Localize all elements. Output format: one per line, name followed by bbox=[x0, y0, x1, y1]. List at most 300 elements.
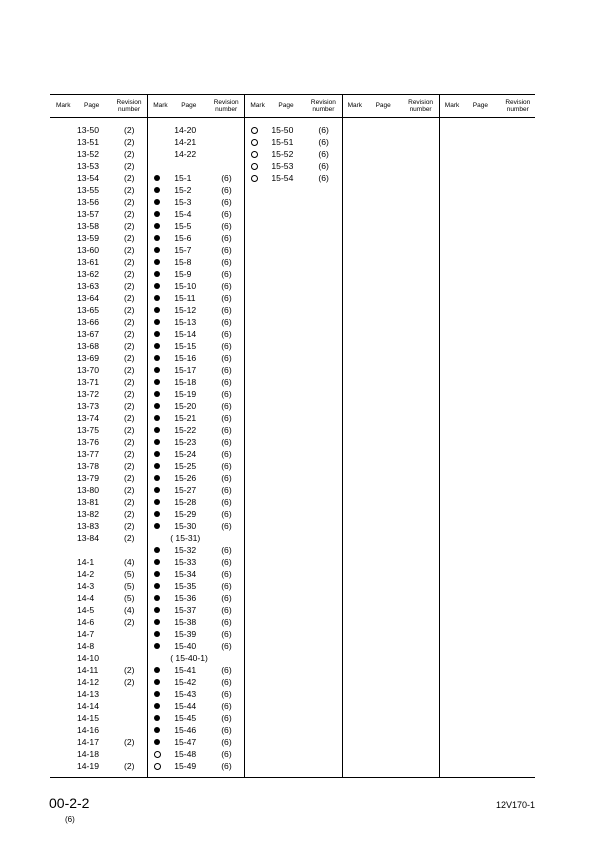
header-revision-line2: number bbox=[409, 105, 432, 113]
table-row bbox=[50, 352, 147, 364]
page-cell: 14-16 bbox=[77, 725, 99, 735]
revision-cell: (6) bbox=[221, 725, 232, 735]
page-cell: 15-17 bbox=[174, 365, 197, 375]
revision-cell: (6) bbox=[221, 281, 232, 291]
revision-cell: (2) bbox=[124, 305, 135, 315]
revision-cell: (6) bbox=[221, 269, 232, 279]
revision-cell: (2) bbox=[124, 137, 135, 147]
table-row bbox=[50, 676, 147, 688]
page-cell: 15-52 bbox=[271, 149, 294, 159]
table-row bbox=[147, 640, 244, 652]
table-row bbox=[50, 508, 147, 520]
page-cell: ( 15-31) bbox=[170, 533, 201, 543]
revision-cell: (2) bbox=[124, 197, 135, 207]
header-revision-number bbox=[209, 94, 243, 117]
page-cell: 14-20 bbox=[174, 125, 197, 135]
header-page: Page bbox=[278, 102, 294, 109]
revision-cell: (6) bbox=[221, 497, 232, 507]
header-revision-line2: number bbox=[506, 105, 529, 113]
page-cell: 14-8 bbox=[77, 641, 95, 651]
revision-cell: (2) bbox=[124, 281, 135, 291]
revision-cell: (6) bbox=[221, 341, 232, 351]
column-divider bbox=[342, 94, 343, 777]
revision-cell: (4) bbox=[124, 605, 135, 615]
page-cell: 13-79 bbox=[77, 473, 99, 483]
revision-cell: (2) bbox=[124, 221, 135, 231]
table-row bbox=[50, 400, 147, 412]
header-revision-line1: Revision bbox=[408, 98, 434, 106]
table-row bbox=[244, 160, 341, 172]
revision-cell: (6) bbox=[221, 461, 232, 471]
page-cell: 15-8 bbox=[174, 257, 192, 267]
table-row bbox=[244, 172, 341, 184]
revision-cell: (4) bbox=[124, 557, 135, 567]
header-revision-line2: number bbox=[215, 105, 238, 113]
table-row bbox=[147, 604, 244, 616]
revision-cell: (6) bbox=[221, 353, 232, 363]
table-row bbox=[147, 568, 244, 580]
table-row bbox=[147, 172, 244, 184]
table-row bbox=[147, 136, 244, 148]
page-cell: 15-23 bbox=[174, 437, 197, 447]
table-row bbox=[50, 460, 147, 472]
header-mark: Mark bbox=[444, 102, 460, 109]
table-row bbox=[147, 232, 244, 244]
page-cell: 15-4 bbox=[174, 209, 192, 219]
page-cell: 13-68 bbox=[77, 341, 99, 351]
page-cell: 15-51 bbox=[271, 137, 294, 147]
page-cell: 15-19 bbox=[174, 389, 197, 399]
revision-cell: (2) bbox=[124, 365, 135, 375]
table-row bbox=[147, 328, 244, 340]
table-row bbox=[50, 628, 147, 640]
header-revision-line2: number bbox=[312, 105, 335, 113]
table-row bbox=[50, 748, 147, 760]
revision-cell: (6) bbox=[318, 137, 329, 147]
page-cell: 13-52 bbox=[77, 149, 99, 159]
table-row bbox=[147, 592, 244, 604]
page-cell: 15-29 bbox=[174, 509, 197, 519]
table-row bbox=[50, 616, 147, 628]
page-cell: 14-3 bbox=[77, 581, 95, 591]
table-row bbox=[147, 424, 244, 436]
revision-cell: (6) bbox=[221, 221, 232, 231]
revision-cell: (2) bbox=[124, 161, 135, 171]
page-number: 00-2-2 bbox=[49, 795, 90, 811]
page-cell: 14-6 bbox=[77, 617, 95, 627]
table-row bbox=[147, 148, 244, 160]
page-cell: 15-14 bbox=[174, 329, 197, 339]
page-cell: 15-13 bbox=[174, 317, 197, 327]
revision-cell: (6) bbox=[221, 365, 232, 375]
page-cell: 15-40 bbox=[174, 641, 197, 651]
page-cell: 14-10 bbox=[77, 653, 99, 663]
header-revision-number bbox=[112, 94, 146, 117]
table-row bbox=[50, 436, 147, 448]
page-cell: 15-2 bbox=[174, 185, 192, 195]
revision-cell: (6) bbox=[221, 581, 232, 591]
page-cell: 13-50 bbox=[77, 125, 99, 135]
table-row bbox=[50, 280, 147, 292]
revision-cell: (6) bbox=[221, 509, 232, 519]
page-cell: 15-32 bbox=[174, 545, 197, 555]
revision-cell: (2) bbox=[124, 149, 135, 159]
page-cell: 14-1 bbox=[77, 557, 95, 567]
table-row bbox=[147, 736, 244, 748]
table-row bbox=[50, 424, 147, 436]
page-cell: 13-75 bbox=[77, 425, 99, 435]
revision-cell: (2) bbox=[124, 317, 135, 327]
table-row bbox=[147, 184, 244, 196]
table-row bbox=[50, 688, 147, 700]
revision-cell: (6) bbox=[221, 317, 232, 327]
revision-cell: (2) bbox=[124, 737, 135, 747]
page-cell: 13-76 bbox=[77, 437, 99, 447]
revision-cell: (2) bbox=[124, 401, 135, 411]
table-row bbox=[50, 232, 147, 244]
revision-cell: (6) bbox=[221, 557, 232, 567]
revision-cell: (5) bbox=[124, 581, 135, 591]
header-mark: Mark bbox=[250, 102, 265, 109]
table-row bbox=[50, 148, 147, 160]
page-cell: 13-83 bbox=[77, 521, 99, 531]
table-row bbox=[147, 160, 244, 172]
revision-cell: (2) bbox=[124, 665, 135, 675]
table-row bbox=[147, 256, 244, 268]
table-row bbox=[147, 532, 244, 544]
table-row bbox=[50, 484, 147, 496]
table-row bbox=[147, 664, 244, 676]
table-row bbox=[50, 328, 147, 340]
header-revision-line1: Revision bbox=[213, 98, 239, 106]
table-row bbox=[50, 316, 147, 328]
revision-cell: (2) bbox=[124, 353, 135, 363]
page-cell: 13-80 bbox=[77, 485, 99, 495]
revision-cell: (6) bbox=[221, 545, 232, 555]
revision-cell: (6) bbox=[221, 209, 232, 219]
page-cell: 13-54 bbox=[77, 173, 99, 183]
table-row bbox=[50, 496, 147, 508]
header-mark: Mark bbox=[347, 102, 363, 109]
page-revision: (6) bbox=[65, 815, 75, 824]
revision-cell: (6) bbox=[318, 161, 329, 171]
table-row bbox=[50, 532, 147, 544]
header-mark: Mark bbox=[153, 102, 168, 109]
page-cell: 15-22 bbox=[174, 425, 197, 435]
page-cell: 13-61 bbox=[77, 257, 99, 267]
page-cell: 15-9 bbox=[174, 269, 192, 279]
table-row bbox=[50, 700, 147, 712]
table-row bbox=[50, 208, 147, 220]
page-cell: 15-12 bbox=[174, 305, 197, 315]
revision-cell: (2) bbox=[124, 485, 135, 495]
table-row bbox=[50, 412, 147, 424]
revision-cell: (2) bbox=[124, 461, 135, 471]
page-cell: 13-77 bbox=[77, 449, 99, 459]
revision-cell: (2) bbox=[124, 341, 135, 351]
page-cell: 15-43 bbox=[174, 689, 197, 699]
revision-cell: (2) bbox=[124, 269, 135, 279]
revision-cell: (2) bbox=[124, 233, 135, 243]
page-cell: 13-62 bbox=[77, 269, 99, 279]
revision-cell: (6) bbox=[221, 665, 232, 675]
table-row bbox=[244, 124, 341, 136]
page-cell: 13-84 bbox=[77, 533, 99, 543]
table-row bbox=[50, 640, 147, 652]
revision-table bbox=[50, 94, 535, 777]
header-revision-number bbox=[404, 94, 438, 117]
header-page: Page bbox=[84, 102, 100, 109]
table-row bbox=[50, 604, 147, 616]
model-code: 12V170-1 bbox=[495, 800, 535, 810]
page-cell: 15-16 bbox=[174, 353, 197, 363]
page-cell: 13-69 bbox=[77, 353, 99, 363]
revision-cell: (6) bbox=[221, 485, 232, 495]
table-row bbox=[147, 412, 244, 424]
table-row bbox=[50, 520, 147, 532]
table-row bbox=[50, 220, 147, 232]
table-row bbox=[50, 268, 147, 280]
page-cell: 15-41 bbox=[174, 665, 197, 675]
table-row bbox=[50, 724, 147, 736]
revision-cell: (6) bbox=[221, 185, 232, 195]
revision-cell: (2) bbox=[124, 329, 135, 339]
header-revision-line2: number bbox=[117, 105, 141, 113]
page-cell: 13-57 bbox=[77, 209, 99, 219]
page-cell: 13-70 bbox=[77, 365, 99, 375]
header-bottom-rule bbox=[50, 117, 535, 118]
revision-cell: (2) bbox=[124, 617, 135, 627]
table-row bbox=[50, 244, 147, 256]
revision-cell: (6) bbox=[221, 305, 232, 315]
table-row bbox=[147, 448, 244, 460]
revision-cell: (6) bbox=[221, 605, 232, 615]
table-row bbox=[147, 676, 244, 688]
revision-cell: (6) bbox=[221, 401, 232, 411]
revision-cell: (2) bbox=[124, 389, 135, 399]
page-cell: 14-17 bbox=[77, 737, 99, 747]
table-row bbox=[147, 472, 244, 484]
page-cell: 15-45 bbox=[174, 713, 197, 723]
revision-cell: (2) bbox=[124, 533, 135, 543]
page-cell: 14-2 bbox=[77, 569, 95, 579]
page-cell: 15-5 bbox=[174, 221, 192, 231]
revision-cell: (6) bbox=[221, 737, 232, 747]
page-cell: 15-39 bbox=[174, 629, 197, 639]
table-row bbox=[147, 304, 244, 316]
page-cell: 15-47 bbox=[174, 737, 197, 747]
header-page: Page bbox=[181, 102, 197, 109]
header-page: Page bbox=[472, 102, 488, 109]
revision-cell: (6) bbox=[221, 437, 232, 447]
table-row bbox=[50, 124, 147, 136]
table-row bbox=[147, 376, 244, 388]
page-cell: 13-55 bbox=[77, 185, 99, 195]
page-cell: 15-33 bbox=[174, 557, 197, 567]
revision-cell: (6) bbox=[221, 377, 232, 387]
header-revision-number bbox=[306, 94, 340, 117]
table-row bbox=[147, 292, 244, 304]
page-cell: 15-38 bbox=[174, 617, 197, 627]
table-row bbox=[50, 736, 147, 748]
table-row bbox=[147, 196, 244, 208]
header-revision-line1: Revision bbox=[310, 98, 336, 106]
header-revision-line1: Revision bbox=[116, 98, 142, 106]
table-row bbox=[147, 244, 244, 256]
page-cell: 15-46 bbox=[174, 725, 197, 735]
table-row bbox=[147, 388, 244, 400]
revision-cell: (2) bbox=[124, 257, 135, 267]
page-cell: 14-11 bbox=[77, 665, 99, 675]
table-row bbox=[50, 364, 147, 376]
revision-cell: (2) bbox=[124, 761, 135, 771]
revision-cell: (6) bbox=[318, 125, 329, 135]
page-cell: 13-64 bbox=[77, 293, 99, 303]
page-cell: 15-42 bbox=[174, 677, 197, 687]
page-cell: 13-67 bbox=[77, 329, 99, 339]
table-row bbox=[50, 196, 147, 208]
table-row bbox=[50, 760, 147, 772]
table-row bbox=[147, 544, 244, 556]
page-cell: 14-22 bbox=[174, 149, 197, 159]
page-cell: 14-5 bbox=[77, 605, 95, 615]
page-cell: 14-7 bbox=[77, 629, 95, 639]
table-row bbox=[147, 316, 244, 328]
header-page: Page bbox=[375, 102, 391, 109]
revision-cell: (2) bbox=[124, 185, 135, 195]
page-cell: 14-13 bbox=[77, 689, 99, 699]
page-cell: 15-10 bbox=[174, 281, 197, 291]
page-cell: 15-6 bbox=[174, 233, 192, 243]
revision-cell: (6) bbox=[318, 173, 329, 183]
revision-cell: (6) bbox=[221, 473, 232, 483]
page-cell: 13-56 bbox=[77, 197, 99, 207]
table-row bbox=[147, 280, 244, 292]
revision-cell: (2) bbox=[124, 437, 135, 447]
page-cell: 13-51 bbox=[77, 137, 99, 147]
page-cell: 14-4 bbox=[77, 593, 95, 603]
table-row bbox=[50, 388, 147, 400]
table-row bbox=[50, 136, 147, 148]
page-cell: 14-14 bbox=[77, 701, 99, 711]
table-row bbox=[147, 748, 244, 760]
page-cell: 15-3 bbox=[174, 197, 192, 207]
revision-cell: (2) bbox=[124, 413, 135, 423]
table-row bbox=[50, 580, 147, 592]
page-cell: 13-53 bbox=[77, 161, 99, 171]
revision-cell: (2) bbox=[124, 245, 135, 255]
table-row bbox=[147, 352, 244, 364]
header-revision-number bbox=[501, 94, 535, 117]
page-cell: 14-15 bbox=[77, 713, 99, 723]
revision-cell: (6) bbox=[221, 677, 232, 687]
table-row bbox=[50, 472, 147, 484]
page-cell: 13-60 bbox=[77, 245, 99, 255]
table-row bbox=[147, 700, 244, 712]
table-row bbox=[147, 268, 244, 280]
revision-cell: (6) bbox=[221, 593, 232, 603]
table-row bbox=[147, 760, 244, 772]
page-cell: 15-24 bbox=[174, 449, 197, 459]
revision-cell: (6) bbox=[221, 233, 232, 243]
page-cell: 13-81 bbox=[77, 497, 99, 507]
page-cell: 15-53 bbox=[271, 161, 294, 171]
table-row bbox=[147, 436, 244, 448]
revision-cell: (2) bbox=[124, 293, 135, 303]
revision-cell: (6) bbox=[221, 761, 232, 771]
revision-cell: (6) bbox=[221, 425, 232, 435]
table-row bbox=[50, 184, 147, 196]
table-row bbox=[50, 568, 147, 580]
table-row bbox=[50, 256, 147, 268]
page-cell: 15-30 bbox=[174, 521, 197, 531]
page-cell: 13-74 bbox=[77, 413, 99, 423]
table-row bbox=[244, 148, 341, 160]
revision-cell: (6) bbox=[221, 701, 232, 711]
page-cell: 15-11 bbox=[174, 293, 196, 303]
table-row bbox=[50, 160, 147, 172]
revision-cell: (6) bbox=[221, 629, 232, 639]
revision-cell: (6) bbox=[221, 389, 232, 399]
table-row bbox=[147, 496, 244, 508]
revision-cell: (6) bbox=[221, 257, 232, 267]
table-row bbox=[147, 520, 244, 532]
table-row bbox=[50, 304, 147, 316]
page-cell: 15-54 bbox=[271, 173, 294, 183]
page-cell: 14-18 bbox=[77, 749, 99, 759]
page-cell: 14-19 bbox=[77, 761, 99, 771]
page-cell: 15-25 bbox=[174, 461, 197, 471]
revision-cell: (2) bbox=[124, 377, 135, 387]
page-cell: 15-34 bbox=[174, 569, 197, 579]
table-row bbox=[147, 712, 244, 724]
revision-cell: (6) bbox=[221, 329, 232, 339]
table-row bbox=[147, 724, 244, 736]
table-row bbox=[147, 688, 244, 700]
page-cell: 15-18 bbox=[174, 377, 197, 387]
page-cell: 13-82 bbox=[77, 509, 99, 519]
table-row bbox=[147, 556, 244, 568]
page-cell: 15-1 bbox=[174, 173, 192, 183]
revision-cell: (2) bbox=[124, 173, 135, 183]
page-cell: 15-21 bbox=[174, 413, 197, 423]
table-row bbox=[50, 448, 147, 460]
page-cell: 15-35 bbox=[174, 581, 197, 591]
page-cell: 13-72 bbox=[77, 389, 99, 399]
revision-cell: (6) bbox=[221, 617, 232, 627]
revision-cell: (2) bbox=[124, 677, 135, 687]
table-row bbox=[147, 652, 244, 664]
page-cell: 15-27 bbox=[174, 485, 197, 495]
revision-cell: (6) bbox=[221, 293, 232, 303]
page-cell: 13-59 bbox=[77, 233, 99, 243]
page-cell: 15-26 bbox=[174, 473, 197, 483]
page-cell: 13-65 bbox=[77, 305, 99, 315]
table-row bbox=[50, 544, 147, 556]
revision-cell: (2) bbox=[124, 497, 135, 507]
page-cell: 15-49 bbox=[174, 761, 197, 771]
revision-cell: (6) bbox=[221, 521, 232, 531]
revision-cell: (6) bbox=[221, 449, 232, 459]
revision-cell: (6) bbox=[221, 173, 232, 183]
table-row bbox=[50, 376, 147, 388]
page-cell: 13-63 bbox=[77, 281, 99, 291]
revision-cell: (2) bbox=[124, 425, 135, 435]
header-revision-line1: Revision bbox=[505, 98, 531, 106]
revision-cell: (6) bbox=[221, 569, 232, 579]
table-row bbox=[50, 340, 147, 352]
page-cell: 15-44 bbox=[174, 701, 197, 711]
